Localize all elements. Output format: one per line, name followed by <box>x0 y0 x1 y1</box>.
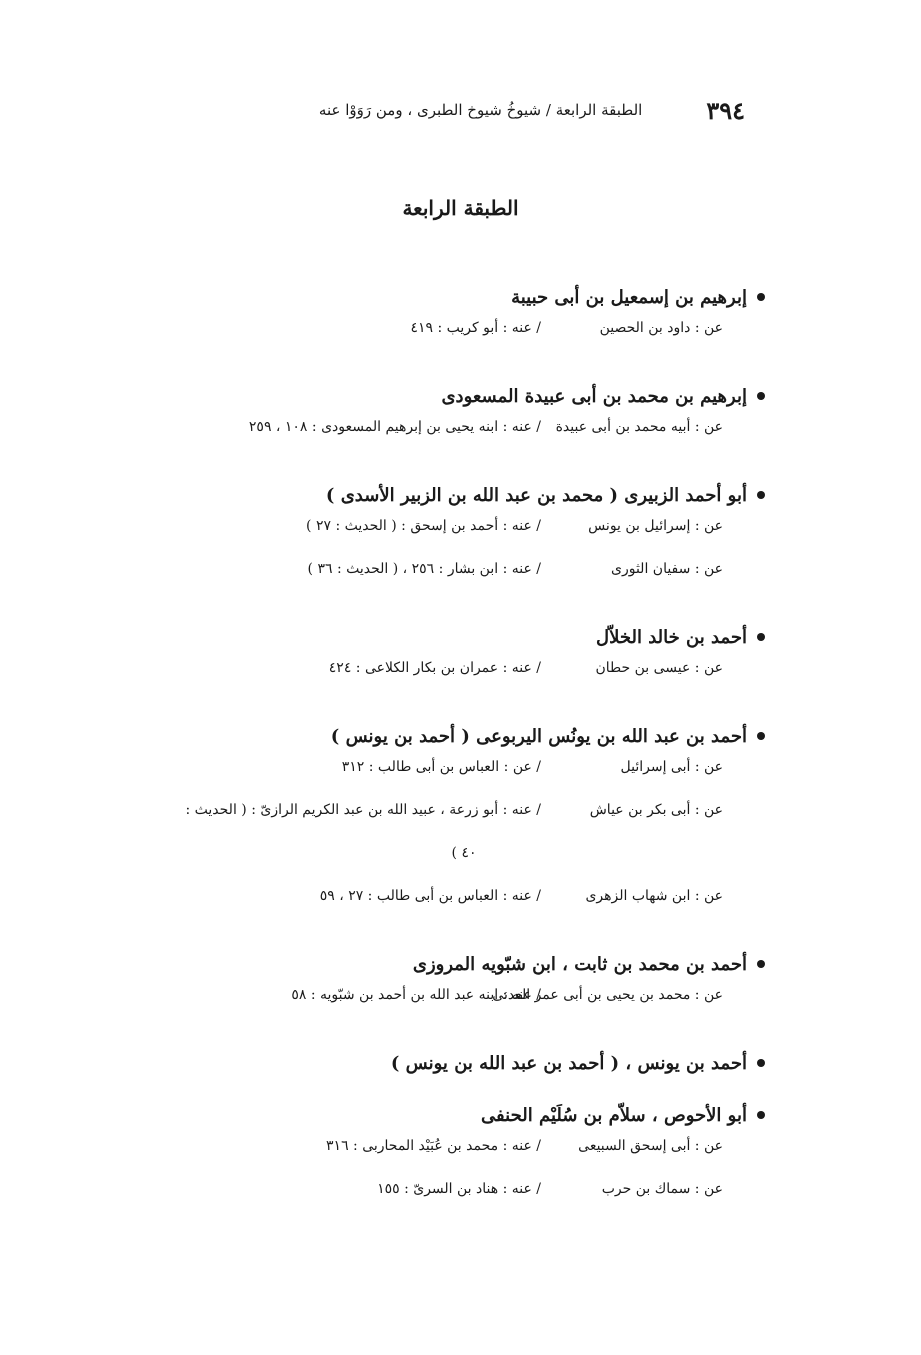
narrator-name: أحمد بن يونس ، ( أحمد بن عبد الله بن يونس ) <box>390 1052 747 1074</box>
narrated-from: عن : سماك بن حرب <box>601 1181 723 1197</box>
narrator-name: أحمد بن محمد بن ثابت ، ابن شبّويه المروزى <box>412 953 747 975</box>
narrator-name: إبرهيم بن إسمعيل بن أبى حبيبة <box>511 286 747 308</box>
bullet-icon <box>757 392 765 400</box>
narrated-by: / عن : العباس بن أبى طالب : ٣١٢ <box>341 759 541 775</box>
transmission-line <box>125 888 723 931</box>
narrated-by: / عنه : ابنه عبد الله بن أحمد بن شبّويه : ٥٨ <box>291 987 541 1003</box>
bullet-icon <box>757 1111 765 1119</box>
narrated-from: عن : أبى إسرائيل <box>620 759 723 775</box>
narrated-from: عن : عيسى بن حطان <box>595 660 723 676</box>
transmission-line <box>125 1181 723 1224</box>
narrated-from: عن : محمد بن يحيى بن أبى عمر العدنى <box>492 987 723 1003</box>
narrator-entries <box>125 278 765 1238</box>
section-title: الطبقة الرابعة <box>402 196 519 220</box>
transmission-line <box>125 561 723 604</box>
narrated-from: عن : إسرائيل بن يونس <box>588 518 723 534</box>
narrated-by: / عنه : أحمد بن إسحق : ( الحديث : ٢٧ ) <box>306 518 541 534</box>
bullet-icon <box>757 732 765 740</box>
bullet-icon <box>757 960 765 968</box>
entry-heading <box>125 278 765 316</box>
narrated-by: / عنه : محمد بن عُبَيْد المحاربى : ٣١٦ <box>326 1138 541 1154</box>
page-number: ٣٩٤ <box>706 95 745 125</box>
bullet-icon <box>757 633 765 641</box>
entry-heading <box>125 377 765 415</box>
narrator-entry <box>125 377 765 462</box>
narrator-entry <box>125 945 765 1030</box>
narrated-from: عن : أبيه محمد بن أبى عبيدة <box>555 419 723 435</box>
entry-heading <box>125 476 765 514</box>
transmission-lines <box>125 1138 765 1224</box>
transmission-lines <box>125 419 765 462</box>
entry-heading <box>125 1096 765 1134</box>
bullet-icon <box>757 1059 765 1067</box>
narrator-name: أبو أحمد الزبيرى ( محمد بن عبد الله بن الزبير الأسدى ) <box>325 484 747 506</box>
entry-heading <box>125 945 765 983</box>
narrator-name: إبرهيم بن محمد بن أبى عبيدة المسعودى <box>441 385 747 407</box>
narrator-entry <box>125 476 765 604</box>
transmission-line <box>125 759 723 802</box>
transmission-line <box>125 419 723 462</box>
line-continuation: ٤٠ ) <box>451 845 477 861</box>
narrated-by: / عنه : ابنه يحيى بن إبرهيم المسعودى : ١٠٨ ، ٢٥٩ <box>248 419 541 435</box>
entry-heading <box>125 717 765 755</box>
transmission-lines <box>125 320 765 363</box>
transmission-line <box>125 320 723 363</box>
narrator-name: أحمد بن خالد الخلاّل <box>596 626 747 648</box>
transmission-line <box>125 987 723 1030</box>
narrated-by: / عنه : أبو زرعة ، عبيد الله بن عبد الكريم الرازىّ : ( الحديث : <box>185 802 541 818</box>
bullet-icon <box>757 293 765 301</box>
narrated-from: عن : أبى بكر بن عياش <box>589 802 723 818</box>
narrated-by: / عنه : هناد بن السرىّ : ١٥٥ <box>377 1181 541 1197</box>
narrated-from: عن : سفيان الثورى <box>611 561 723 577</box>
narrator-entry <box>125 278 765 363</box>
narrated-by: / عنه : العباس بن أبى طالب : ٢٧ ، ٥٩ <box>319 888 541 904</box>
entry-heading <box>125 1044 765 1082</box>
narrated-by: / عنه : ابن بشار : ٢٥٦ ، ( الحديث : ٣٦ ) <box>307 561 541 577</box>
transmission-line <box>125 1138 723 1181</box>
narrator-entry <box>125 618 765 703</box>
narrator-entry <box>125 1044 765 1082</box>
transmission-line <box>125 518 723 561</box>
transmission-lines <box>125 660 765 703</box>
running-head <box>250 92 745 128</box>
narrator-name: أحمد بن عبد الله بن يونُس اليربوعى ( أحمد بن يونس ) <box>330 725 747 747</box>
narrator-entry <box>125 1096 765 1224</box>
transmission-line <box>125 660 723 703</box>
transmission-lines <box>125 518 765 604</box>
narrated-from: عن : أبى إسحق السبيعى <box>578 1138 723 1154</box>
narrator-name: أبو الأحوص ، سلاّم بن سُلَيْم الحنفى <box>481 1104 747 1126</box>
narrated-by: / عنه : عمران بن بكار الكلاعى : ٤٢٤ <box>328 660 541 676</box>
transmission-line <box>125 802 723 845</box>
narrator-entry <box>125 717 765 931</box>
bullet-icon <box>757 491 765 499</box>
narrated-by: / عنه : أبو كريب : ٤١٩ <box>410 320 541 336</box>
running-title: الطبقة الرابعة / شيوخُ شيوخ الطبرى ، ومن رَوَوْا عنه <box>318 101 643 119</box>
entry-heading <box>125 618 765 656</box>
transmission-lines <box>125 759 765 931</box>
narrated-from: عن : داود بن الحصين <box>599 320 723 336</box>
transmission-lines <box>125 987 765 1030</box>
narrated-from: عن : ابن شهاب الزهرى <box>585 888 723 904</box>
